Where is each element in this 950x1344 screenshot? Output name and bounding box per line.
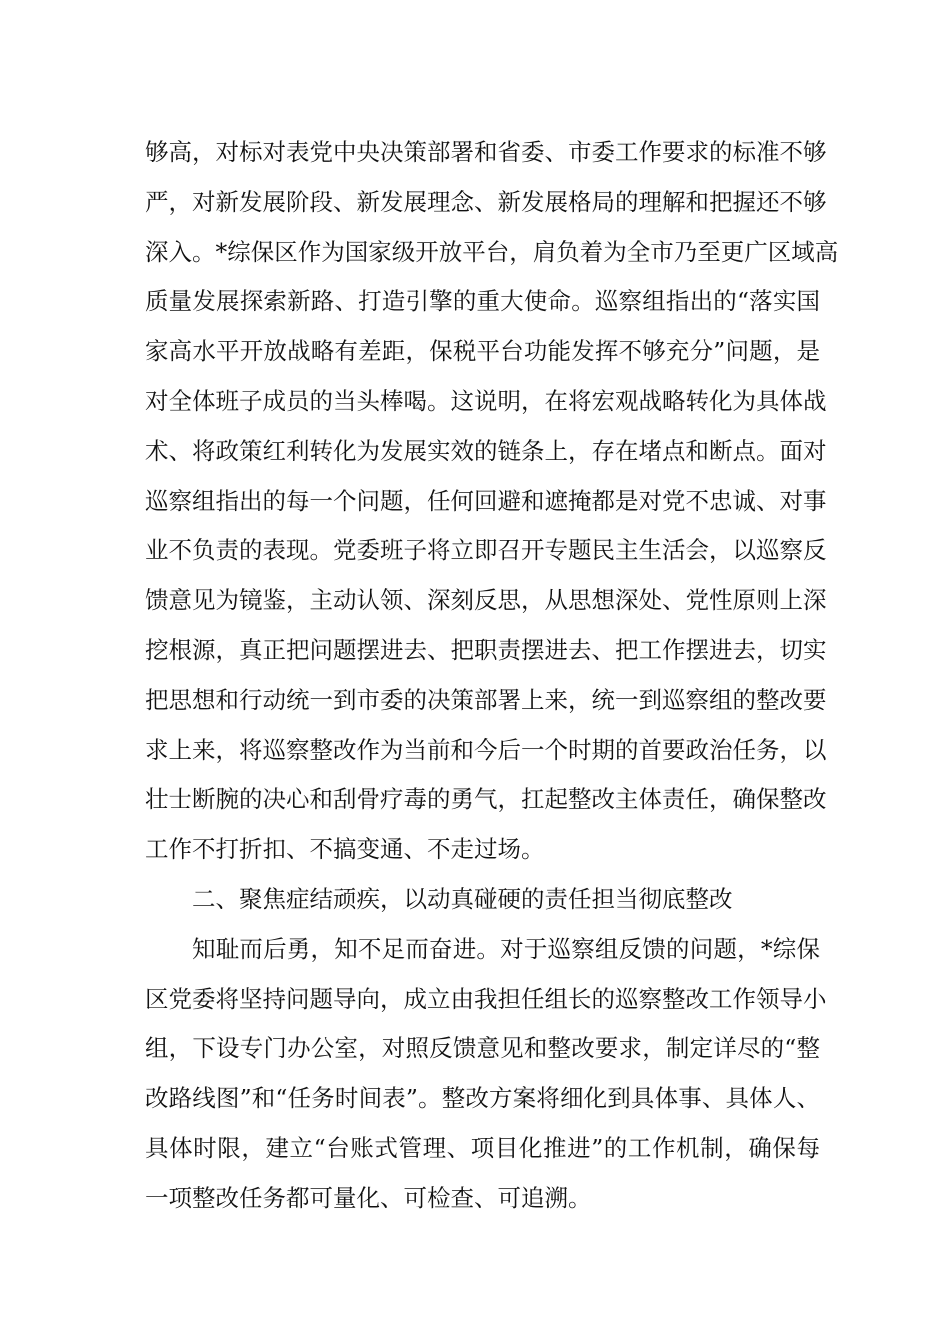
document-body [145,128,839,1224]
text-line: 严，对新发展阶段、新发展理念、新发展格局的理解和把握还不够 [145,187,827,216]
text-line: 业不负责的表现。党委班子将立即召开专题民主生活会，以巡察反 [145,536,827,565]
text-line: 馈意见为镜鉴，主动认领、深刻反思，从思想深处、党性原则上深 [145,586,827,615]
text-line: 一项整改任务都可量化、可检查、可追溯。 [145,1183,592,1212]
text-line: 区党委将坚持问题导向，成立由我担任组长的巡察整改工作领导小 [145,984,827,1013]
text-line: 把思想和行动统一到市委的决策部署上来，统一到巡察组的整改要 [145,685,827,714]
text-line: 质量发展探索新路、打造引擎的重大使命。巡察组指出的“落实国 [145,287,820,316]
section-heading: 二、聚焦症结顽疾，以动真碰硬的责任担当彻底整改 [192,884,733,913]
text-line: 改路线图”和“任务时间表”。整改方案将细化到具体事、具体人、 [145,1084,820,1113]
text-line: 组，下设专门办公室，对照反馈意见和整改要求，制定详尽的“整 [145,1034,820,1063]
text-line: 够高，对标对表党中央决策部署和省委、市委工作要求的标准不够 [145,138,827,166]
text-line: 壮士断腕的决心和刮骨疗毒的勇气，扛起整改主体责任，确保整改 [145,785,827,814]
text-line: 求上来，将巡察整改作为当前和今后一个时期的首要政治任务，以 [145,735,827,764]
text-line: 知耻而后勇，知不足而奋进。对于巡察组反馈的问题，*综保 [192,934,820,963]
text-line: 术、将政策红利转化为发展实效的链条上，存在堵点和断点。面对 [145,436,827,465]
text-line: 挖根源，真正把问题摆进去、把职责摆进去、把工作摆进去，切实 [145,635,827,664]
text-line: 巡察组指出的每一个问题，任何回避和遮掩都是对党不忠诚、对事 [145,486,827,515]
text-line: 工作不打折扣、不搞变通、不走过场。 [145,835,545,864]
text-line: 家高水平开放战略有差距，保税平台功能发挥不够充分”问题，是 [145,337,820,366]
text-line: 具体时限，建立“台账式管理、项目化推进”的工作机制，确保每 [145,1133,820,1162]
text-line: 对全体班子成员的当头棒喝。这说明，在将宏观战略转化为具体战 [145,386,827,415]
text-line: 深入。*综保区作为国家级开放平台，肩负着为全市乃至更广区域高 [145,237,839,266]
